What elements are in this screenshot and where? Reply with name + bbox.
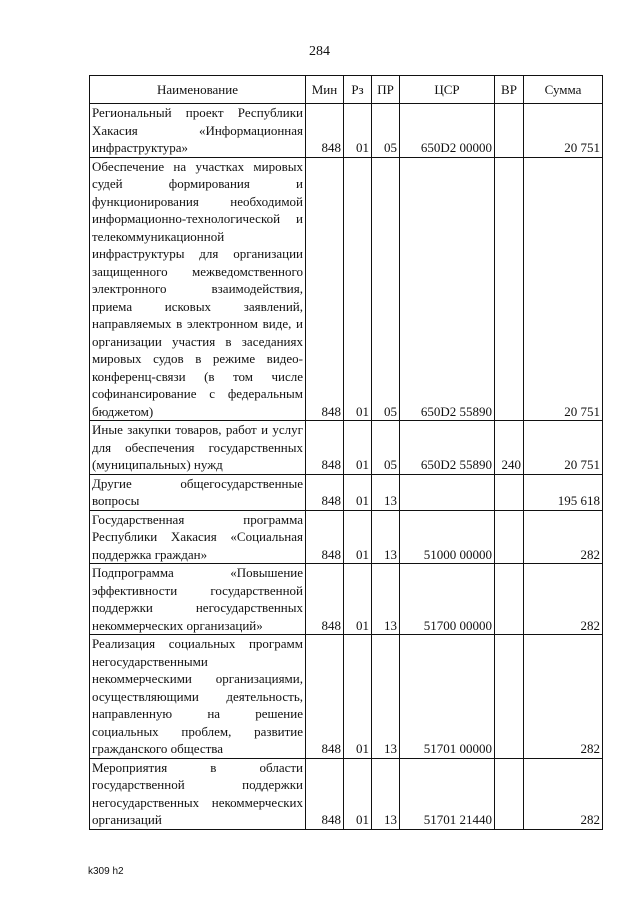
row-pr: 13 [372,564,400,635]
row-name: Государственная программа Республики Хакасия «Социальная поддержка граждан» [90,510,306,564]
row-min: 848 [306,157,344,421]
row-csr: 650D2 55890 [400,421,495,475]
row-vr [495,104,524,158]
row-csr: 51700 00000 [400,564,495,635]
row-name: Мероприятия в области государственной поддержки негосударственных некоммерческих организаций [90,758,306,829]
row-min: 848 [306,510,344,564]
row-csr: 51701 00000 [400,635,495,759]
header-pr: ПР [372,76,400,104]
row-pr: 13 [372,635,400,759]
row-min: 848 [306,635,344,759]
table-row [90,104,603,158]
row-pr: 05 [372,157,400,421]
header-sum: Сумма [524,76,603,104]
row-name: Иные закупки товаров, работ и услуг для обеспечения государственных (муниципальных) нужд [90,421,306,475]
header-csr: ЦСР [400,76,495,104]
row-pr: 05 [372,421,400,475]
table-row [90,510,603,564]
row-name: Реализация социальных программ негосударственными некоммерческими организациями, осуществляющими деятельность, направленную на решение социальных проблем, развитие гражданского общества [90,635,306,759]
table-row [90,564,603,635]
row-sum: 20 751 [524,157,603,421]
row-sum: 282 [524,510,603,564]
row-csr [400,474,495,510]
table-row [90,421,603,475]
row-min: 848 [306,564,344,635]
row-vr [495,510,524,564]
row-name: Подпрограмма «Повышение эффективности государственной поддержки негосударственных некоммерческих организаций» [90,564,306,635]
row-rz: 01 [344,635,372,759]
row-csr: 650D2 00000 [400,104,495,158]
row-sum: 282 [524,564,603,635]
row-min: 848 [306,421,344,475]
footer-code: k309 h2 [88,866,124,877]
table-row [90,758,603,829]
row-min: 848 [306,758,344,829]
row-min: 848 [306,474,344,510]
row-csr: 650D2 55890 [400,157,495,421]
header-name: Наименование [90,76,306,104]
table-row [90,157,603,421]
header-vr: ВР [495,76,524,104]
row-csr: 51701 21440 [400,758,495,829]
header-min: Мин [306,76,344,104]
page-number: 284 [309,44,330,59]
row-sum: 20 751 [524,104,603,158]
row-csr: 51000 00000 [400,510,495,564]
row-sum: 195 618 [524,474,603,510]
row-rz: 01 [344,474,372,510]
row-name: Обеспечение на участках мировых судей формирования и функционирования необходимой информационно-технологической и телекоммуникационной инфраструктуры для организации защищенного межведомственного электронного взаимодействия, приема исковых заявлений, направляемых в электронном виде, и организации участия в заседаниях мировых судов в режиме видео-конференц-связи (в том числе софинансирование с федеральным бюджетом) [90,157,306,421]
row-name: Региональный проект Республики Хакасия «Информационная инфраструктура» [90,104,306,158]
row-sum: 20 751 [524,421,603,475]
row-sum: 282 [524,758,603,829]
row-pr: 13 [372,758,400,829]
row-pr: 13 [372,510,400,564]
row-rz: 01 [344,510,372,564]
row-vr [495,758,524,829]
row-pr: 05 [372,104,400,158]
row-rz: 01 [344,758,372,829]
row-vr [495,564,524,635]
row-rz: 01 [344,157,372,421]
row-min: 848 [306,104,344,158]
row-pr: 13 [372,474,400,510]
row-sum: 282 [524,635,603,759]
row-vr: 240 [495,421,524,475]
table-header-row [90,76,603,104]
row-rz: 01 [344,421,372,475]
row-name: Другие общегосударственные вопросы [90,474,306,510]
row-vr [495,157,524,421]
row-vr [495,635,524,759]
row-rz: 01 [344,564,372,635]
row-vr [495,474,524,510]
table-row [90,635,603,759]
row-rz: 01 [344,104,372,158]
header-rz: Рз [344,76,372,104]
table-row [90,474,603,510]
budget-table [89,75,603,830]
